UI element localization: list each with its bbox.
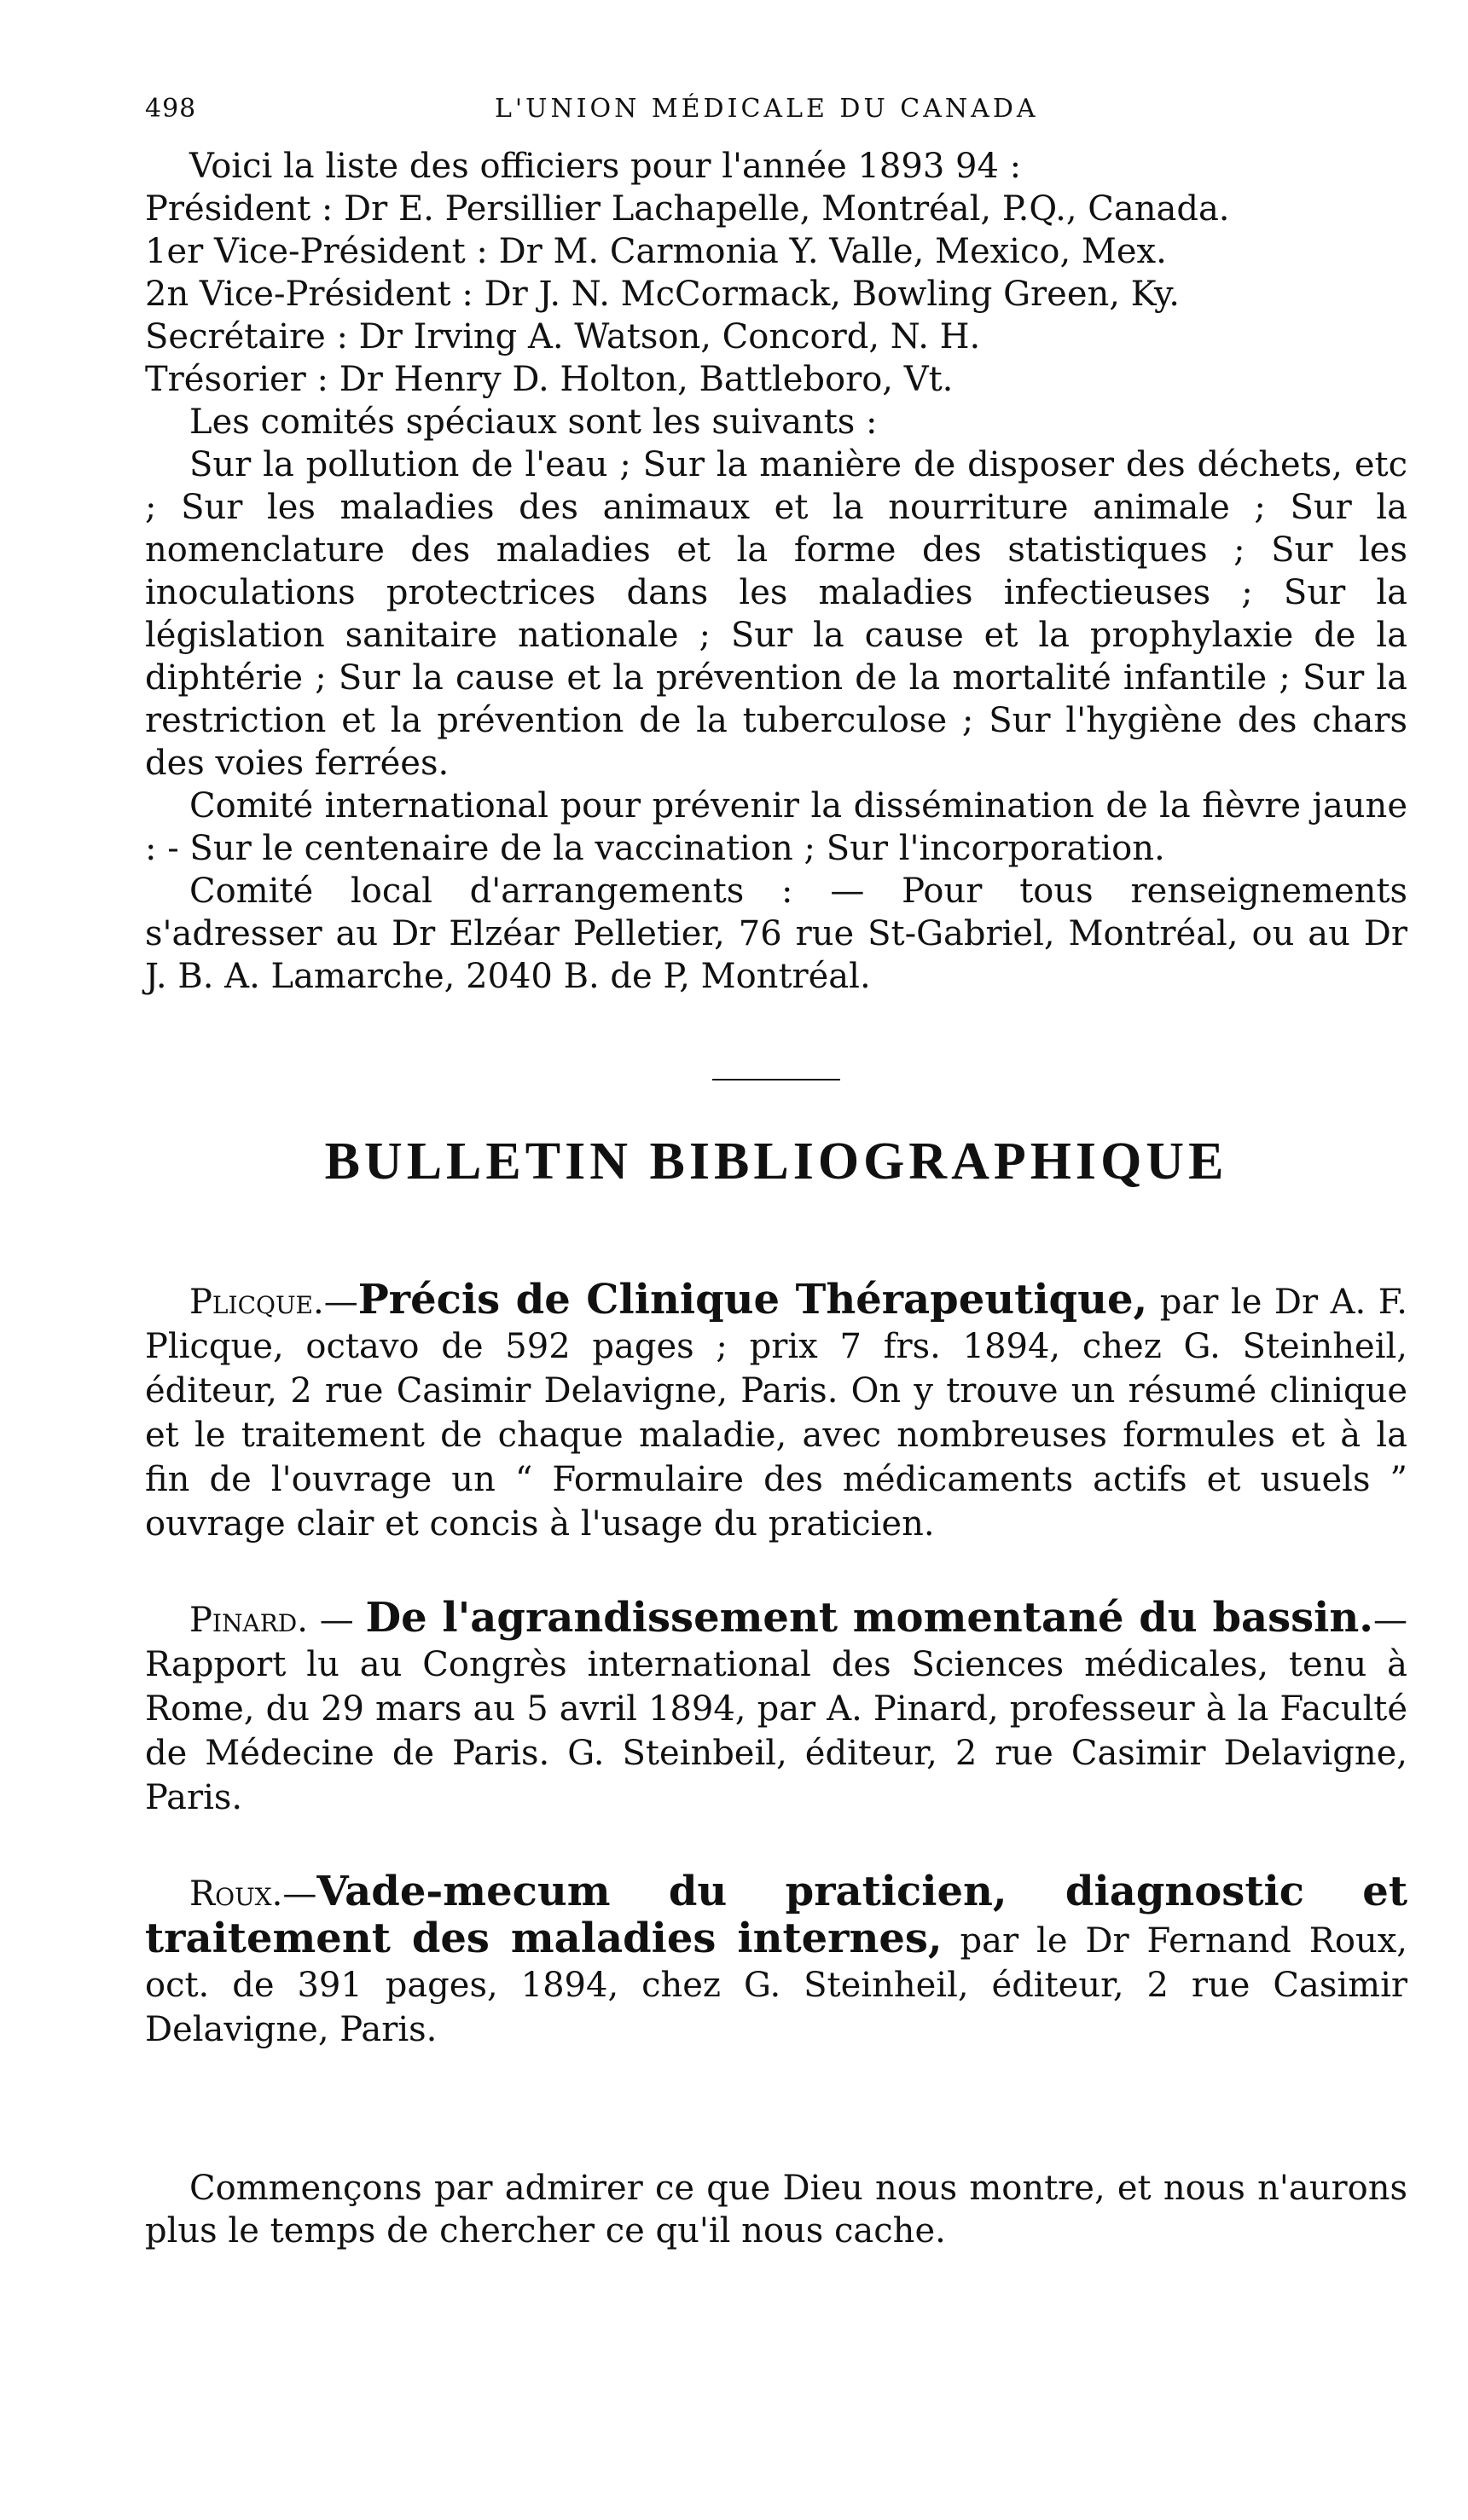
officers-intro: Voici la liste des officiers pour l'année 1893 94 : xyxy=(189,147,1022,186)
entry-author: Roux. xyxy=(189,1874,283,1914)
committees-intro: Les comités spéciaux sont les suivants : xyxy=(189,403,878,442)
entry-book-title: Vade-mecum du praticien, diagnostic et traitement des maladies internes, xyxy=(145,1868,1407,1962)
section-divider xyxy=(712,1079,840,1080)
entry-separator: — xyxy=(282,1874,317,1914)
entry-separator: — xyxy=(323,1283,358,1322)
officer-president: Président : Dr E. Persillier Lachapelle, Montréal, P.Q., Canada. xyxy=(145,189,1230,229)
entry-body: — Rapport lu au Congrès international des Sciences médicales, tenu à Rome, du 29 mars au 5 avril 1894, par A. Pinard, professeur à la Faculté de Médecine de Paris. G. Steinbeil, éditeur, 2 rue Casimir Delavigne, Paris. xyxy=(145,1601,1407,1817)
officer-secretary: Secrétaire : Dr Irving A. Watson, Concord, N. H. xyxy=(145,317,981,356)
entry-author: Plicque. xyxy=(189,1283,324,1322)
entry-book-title: Précis de Clinique Thérapeutique, xyxy=(357,1276,1148,1324)
entry-body: par le Dr A. F. Plicque, octavo de 592 pages ; prix 7 frs. 1894, chez G. Steinheil, éditeur, 2 rue Casimir Delavigne, Paris. On y trouve un résumé clinique et le traitement de chaque maladie, avec nombreuses formules et à la fin de l'ouvrage un “ Formulaire des médicaments actifs et usuels ” ouvrage clair et concis à l'usage du praticien. xyxy=(145,1283,1407,1544)
bibliography-entry-roux xyxy=(145,1869,1407,2052)
officer-vice-president-2: 2n Vice-Président : Dr J. N. McCormack, Bowling Green, Ky. xyxy=(145,275,1181,314)
officers-section xyxy=(145,145,1407,401)
committees-list: Sur la pollution de l'eau ; Sur la manière de disposer des déchets, etc ; Sur les maladies des animaux et la nourriture animale ; Sur la nomenclature des maladies et la forme des statistiques ; Sur les inoculations protectrices dans les maladies infectieuses ; Sur la législation sanitaire nationale ; Sur la cause et la prophylaxie de la diphtérie ; Sur la cause et la prévention de la mortalité infantile ; Sur la restriction et la prévention de la tuberculose ; Sur l'hygiène des chars des voies ferrées. xyxy=(145,445,1407,783)
entry-book-title: De l'agrandissement momentané du bassin. xyxy=(365,1594,1373,1642)
journal-title: L'UNION MÉDICALE DU CANADA xyxy=(495,94,1039,124)
committees-section xyxy=(145,401,1407,998)
closing-quote: Commençons par admirer ce que Dieu nous montre, et nous n'aurons plus le temps de chercher ce qu'il nous cache. xyxy=(145,2169,1407,2251)
local-committee: Comité local d'arrangements : — Pour tous renseignements s'adresser au Dr Elzéar Pelletier, 76 rue St-Gabriel, Montréal, ou au Dr J. B. A. Lamarche, 2040 B. de P, Montréal. xyxy=(145,872,1407,996)
bibliography-entry-plicque xyxy=(145,1277,1407,1546)
officer-treasurer: Trésorier : Dr Henry D. Holton, Battleboro, Vt. xyxy=(145,360,954,399)
entry-body: par le Dr Fernand Roux, oct. de 391 pages, 1894, chez G. Steinheil, éditeur, 2 rue Casimir Delavigne, Paris. xyxy=(145,1921,1407,2049)
bibliography-entry-pinard xyxy=(145,1596,1407,1820)
officer-vice-president-1: 1er Vice-Président : Dr M. Carmonia Y. Valle, Mexico, Mex. xyxy=(145,232,1167,271)
document-page xyxy=(145,94,1407,2286)
entry-author: Pinard. xyxy=(189,1601,308,1640)
bulletin-entries xyxy=(145,1277,1407,2052)
entry-separator: — xyxy=(307,1601,366,1640)
running-header xyxy=(145,94,1407,145)
international-committee: Comité international pour prévenir la dissémination de la fièvre jaune : - Sur le centenaire de la vaccination ; Sur l'incorporation. xyxy=(145,786,1407,868)
bulletin-title: BULLETIN BIBLIOGRAPHIQUE xyxy=(324,1133,1228,1190)
page-number: 498 xyxy=(145,94,197,124)
